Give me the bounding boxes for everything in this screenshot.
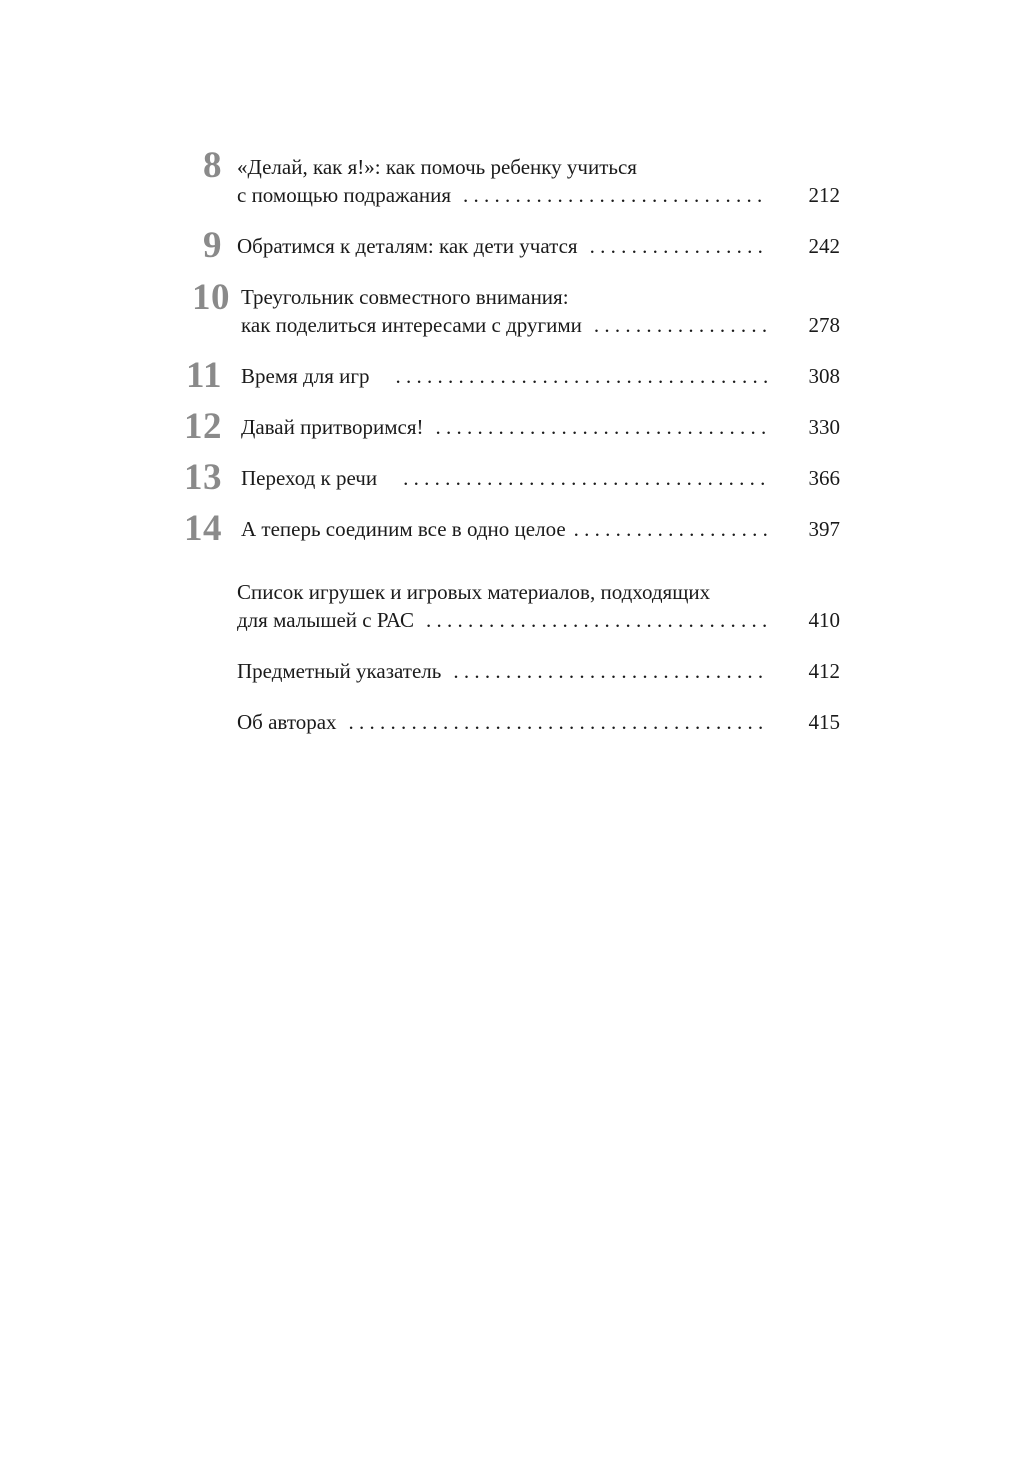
toc-entry-toys-list[interactable]	[180, 578, 840, 636]
page-number: 308	[808, 364, 840, 388]
chapter-number: 14	[184, 508, 222, 549]
chapter-number: 8	[203, 145, 222, 186]
page-number: 330	[808, 415, 840, 439]
chapter-number: 9	[203, 225, 222, 266]
page-number: 397	[808, 517, 840, 541]
dot-leader	[568, 515, 768, 543]
entry-title: Время для игр	[241, 364, 370, 388]
toc-entry-chapter-9[interactable]	[180, 225, 840, 266]
entry-title-continued: с помощью подражания	[237, 183, 451, 207]
chapter-number: 13	[184, 457, 222, 498]
dot-leader	[420, 606, 768, 634]
dot-leader	[397, 464, 768, 492]
dot-leader	[584, 232, 768, 260]
dot-leader	[457, 181, 768, 209]
dot-leader	[430, 413, 768, 441]
page-number: 415	[808, 710, 840, 734]
entry-title: Переход к речи	[241, 466, 378, 490]
entry-title: «Делай, как я!»: как помочь ребенку учиться	[237, 155, 637, 179]
entry-title: Список игрушек и игровых материалов, подходящих	[237, 580, 711, 604]
entry-title-continued: как поделиться интересами с другими	[241, 313, 582, 337]
chapter-number: 12	[184, 406, 222, 447]
toc-entry-subject-index[interactable]	[180, 657, 840, 687]
entry-title: Треугольник совместного внимания:	[241, 285, 569, 309]
toc-entry-chapter-13[interactable]	[180, 457, 840, 498]
page-number: 410	[808, 608, 840, 632]
toc-entry-chapter-12[interactable]	[180, 406, 840, 447]
toc-entry-chapter-14[interactable]	[180, 508, 840, 549]
page-number: 242	[808, 234, 840, 258]
toc-entry-chapter-8[interactable]	[180, 147, 840, 211]
dot-leader	[389, 362, 768, 390]
page-number: 278	[808, 313, 840, 337]
entry-title-continued: для малышей с РАС	[237, 608, 414, 632]
chapter-number: 10	[192, 277, 230, 318]
entry-title: А теперь соединим все в одно целое	[241, 517, 566, 541]
entry-title: Обратимся к деталям: как дети учатся	[237, 234, 578, 258]
toc-entry-chapter-11[interactable]	[180, 355, 840, 396]
dot-leader	[588, 311, 768, 339]
entry-title: Предметный указатель	[237, 659, 442, 683]
toc-entry-chapter-10[interactable]	[180, 279, 840, 341]
entry-title: Об авторах	[237, 710, 337, 734]
chapter-number: 11	[186, 355, 222, 396]
toc-entry-about-authors[interactable]	[180, 708, 840, 738]
entry-title: Давай притворимся!	[241, 415, 424, 439]
page-number: 212	[808, 183, 840, 207]
dot-leader	[447, 657, 768, 685]
page-number: 366	[808, 466, 840, 490]
dot-leader	[343, 708, 768, 736]
page-number: 412	[808, 659, 840, 683]
